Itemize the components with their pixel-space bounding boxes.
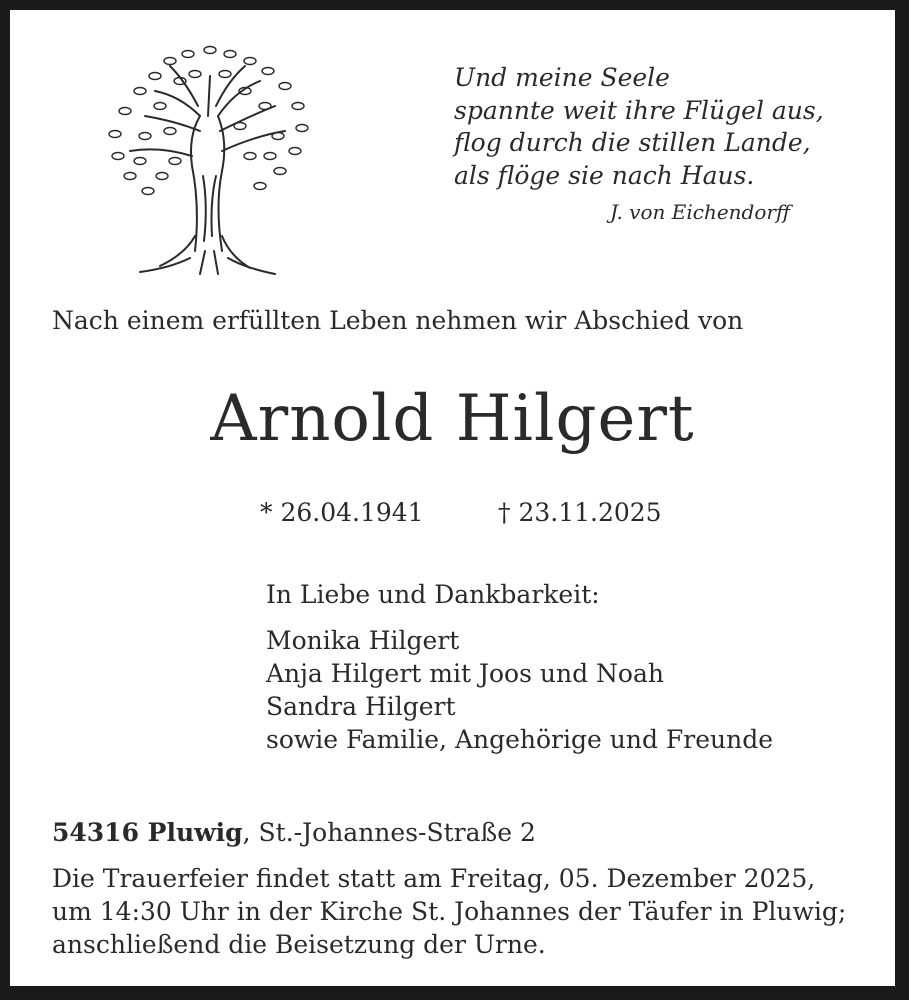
birth-date: * 26.04.1941 [260,498,424,527]
tree-illustration-icon [100,36,315,281]
service-line: anschließend die Beisetzung der Urne. [52,930,546,959]
service-line: um 14:30 Uhr in der Kirche St. Johannes der Täufer in Pluwig; [52,897,847,926]
death-date: † 23.11.2025 [498,498,662,527]
mourner-name: Anja Hilgert mit Joos und Noah [266,659,664,688]
mourner-name: Sandra Hilgert [266,692,456,721]
poem-line: spannte weit ihre Flügel aus, [454,95,824,125]
mourner-name: sowie Familie, Angehörige und Freunde [266,725,773,754]
address-postal-city: 54316 Pluwig [52,818,243,847]
service-details [52,862,846,961]
obituary-notice [10,10,895,986]
mourner-name: Monika Hilgert [266,626,460,655]
poem [454,62,824,192]
poem-author: J. von Eichendorff [610,200,791,224]
mourners-list [266,624,773,756]
address-street: , St.-Johannes-Straße 2 [242,818,536,847]
intro-text: Nach einem erfüllten Leben nehmen wir Abschied von [52,306,744,335]
service-line: Die Trauerfeier findet statt am Freitag, 05. Dezember 2025, [52,864,816,893]
poem-line: Und meine Seele [454,63,670,92]
poem-line: flog durch die stillen Lande, [454,128,811,157]
address [52,818,536,847]
deceased-name: Arnold Hilgert [210,382,695,456]
poem-line: als flöge sie nach Haus. [454,160,755,190]
mourners-heading: In Liebe und Dankbarkeit: [266,580,600,609]
